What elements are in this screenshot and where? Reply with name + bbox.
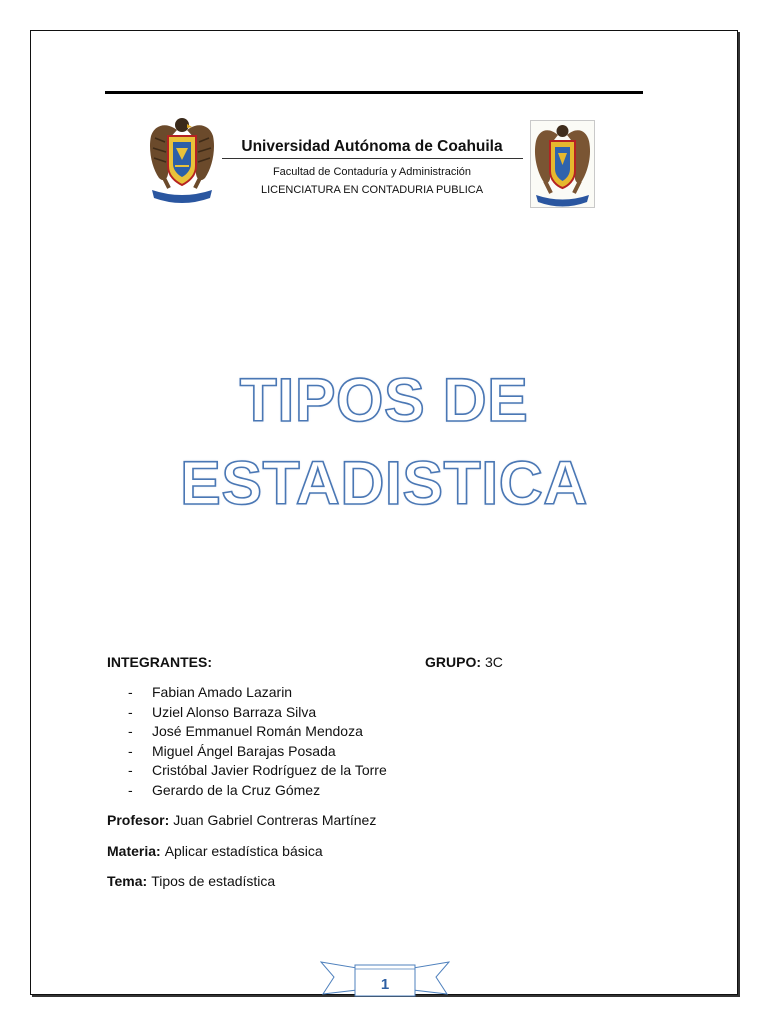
list-item — [128, 723, 387, 743]
member-name: José Emmanuel Román Mendoza — [152, 723, 363, 740]
members-list — [128, 684, 387, 802]
subject-label: Materia: — [107, 843, 161, 859]
topic-label: Tema: — [107, 873, 148, 889]
list-bullet: - — [128, 723, 133, 740]
member-name: Fabian Amado Lazarin — [152, 684, 293, 700]
list-bullet: - — [128, 703, 133, 720]
group-value: 3C — [485, 654, 503, 670]
faculty-name: Facultad de Contaduría y Administración — [272, 166, 472, 178]
list-bullet: - — [128, 762, 133, 779]
faculty-crest-icon — [530, 120, 595, 208]
professor-value: Juan Gabriel Contreras Martínez — [173, 812, 377, 828]
university-name-underline — [222, 158, 523, 159]
topic-value: Tipos de estadística — [151, 873, 276, 889]
list-bullet: - — [128, 742, 133, 759]
group-label: GRUPO: — [425, 654, 481, 670]
list-item — [128, 684, 387, 704]
member-name: Cristóbal Javier Rodríguez de la Torre — [152, 762, 387, 779]
header-rule — [105, 91, 643, 94]
topic-line — [107, 873, 275, 889]
member-name: Uziel Alonso Barraza Silva — [152, 703, 317, 720]
list-item — [128, 704, 387, 724]
list-item — [128, 762, 387, 782]
university-name: Universidad Autónoma de Coahuila — [241, 138, 503, 155]
subject-value: Aplicar estadística básica — [164, 843, 323, 859]
university-crest-icon — [147, 114, 217, 204]
list-bullet: - — [128, 684, 133, 700]
program-name: LICENCIATURA EN CONTADURIA PUBLICA — [260, 184, 484, 196]
subject-line — [107, 843, 323, 859]
members-label: INTEGRANTES: — [107, 654, 212, 670]
professor-line — [107, 812, 376, 828]
professor-label: Profesor: — [107, 812, 170, 828]
member-name: Gerardo de la Cruz Gómez — [152, 781, 321, 798]
list-item — [128, 782, 387, 802]
member-name: Miguel Ángel Barajas Posada — [152, 742, 336, 759]
page-number: 1 — [380, 976, 390, 993]
group-info — [425, 654, 503, 670]
document-title-line-2: ESTADISTICA — [180, 449, 588, 517]
document-title-line-1: TIPOS DE — [239, 366, 529, 434]
list-bullet: - — [128, 781, 133, 798]
list-item — [128, 743, 387, 763]
